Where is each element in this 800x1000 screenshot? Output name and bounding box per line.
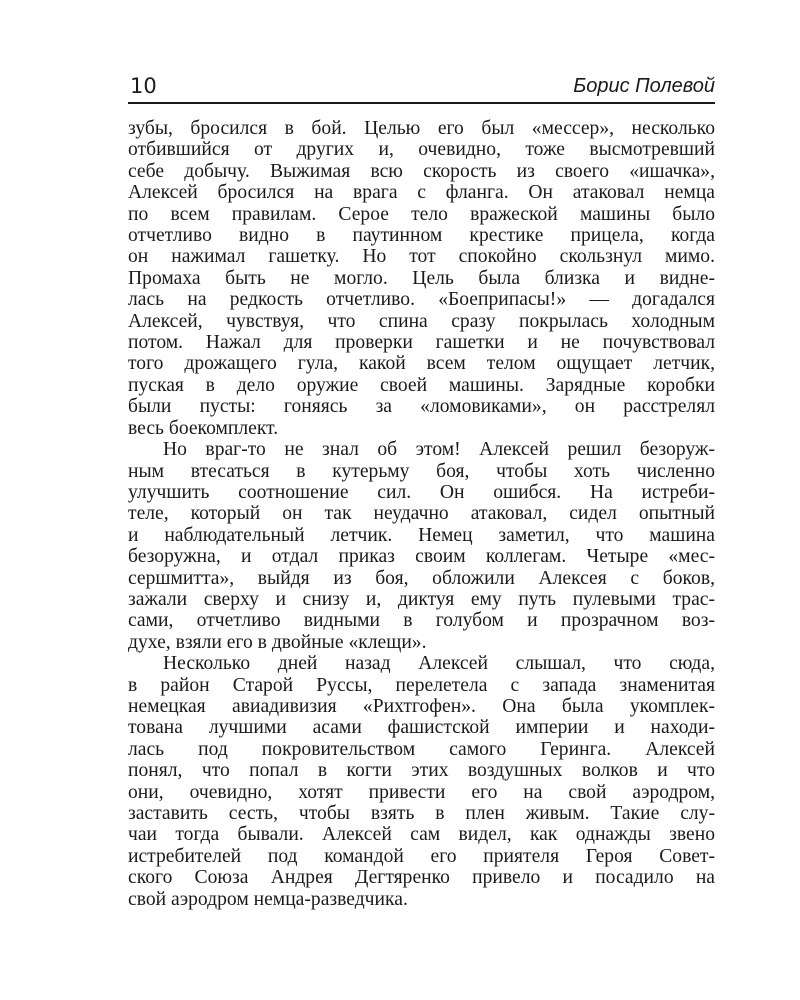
text-line: ным втесаться в кутерьму боя, чтобы хоть численно bbox=[128, 460, 715, 482]
text-line: теле, который он так неудачно атаковал, сидел опытный bbox=[128, 503, 715, 525]
text-line: Промаха быть не могло. Цель была близка и видне- bbox=[128, 267, 715, 289]
text-line: в район Старой Руссы, перелетела с запада знаменитая bbox=[128, 674, 715, 696]
text-line: себе добычу. Выжимая всю скорость из своего «ишачка», bbox=[128, 160, 715, 182]
text-line: чаи тогда бывали. Алексей сам видел, как однажды звено bbox=[128, 824, 715, 846]
text-line: безоружна, и отдал приказ своим коллегам. Четыре «мес- bbox=[128, 546, 715, 568]
text-line: ского Союза Андрея Дегтяренко привело и посадило на bbox=[128, 867, 715, 889]
text-line: понял, что попал в когти этих воздушных волков и что bbox=[128, 760, 715, 782]
paragraph bbox=[128, 653, 715, 910]
text-line: лась под покровительством самого Геринга. Алексей bbox=[128, 738, 715, 760]
text-line: и наблюдательный летчик. Немец заметил, что машина bbox=[128, 524, 715, 546]
text-line: тована лучшими асами фашистской империи и находи- bbox=[128, 717, 715, 739]
text-line: по всем правилам. Серое тело вражеской машины было bbox=[128, 203, 715, 225]
text-line: заставить сесть, чтобы взять в плен живым. Такие слу- bbox=[128, 803, 715, 824]
text-line: немецкая авиадивизия «Рихтгофен». Она была укомплек- bbox=[128, 695, 715, 717]
text-line: улучшить соотношение сил. Он ошибся. На истреби- bbox=[128, 481, 715, 503]
text-line: пуская в дело оружие своей машины. Зарядные коробки bbox=[128, 374, 715, 396]
text-line: отбившийся от других и, очевидно, тоже высмотревший bbox=[128, 139, 715, 161]
text-line: он нажимал гашетку. Но тот спокойно скользнул мимо. bbox=[128, 246, 715, 268]
text-line: потом. Нажал для проверки гашетки и не почувствовал bbox=[128, 332, 715, 354]
body-text bbox=[128, 118, 715, 910]
text-line: Алексей бросился на врага с фланга. Он атаковал немца bbox=[128, 182, 715, 204]
text-line: весь боекомплект. bbox=[128, 417, 279, 439]
text-line: зажали сверху и снизу и, диктуя ему путь пулевыми трас- bbox=[128, 588, 715, 610]
text-line: свой аэродром немца-разведчика. bbox=[128, 888, 408, 910]
text-line: отчетливо видно в паутинном крестике прицела, когда bbox=[128, 225, 715, 247]
page-number: 10 bbox=[130, 74, 157, 98]
text-line: сами, отчетливо видными в голубом и прозрачном воз- bbox=[128, 610, 715, 632]
text-line: зубы, бросился в бой. Целью его был «мессер», несколько bbox=[128, 118, 715, 139]
paragraph bbox=[128, 439, 715, 653]
text-line: были пусты: гоняясь за «ломовиками», он расстрелял bbox=[128, 396, 715, 418]
page-header bbox=[128, 72, 715, 104]
text-line: они, очевидно, хотят привести его на свой аэродром, bbox=[128, 781, 715, 803]
paragraph bbox=[128, 118, 715, 439]
text-line: Несколько дней назад Алексей слышал, что сюда, bbox=[163, 653, 715, 675]
text-line: истребителей под командой его приятеля Героя Совет- bbox=[128, 845, 715, 867]
text-line: того дрожащего гула, какой всем телом ощущает летчик, bbox=[128, 353, 715, 375]
text-line: Но враг-то не знал об этом! Алексей решил безоруж- bbox=[163, 439, 715, 461]
text-line: лась на редкость отчетливо. «Боеприпасы!» — догадался bbox=[128, 289, 715, 311]
text-line: духе, взяли его в двойные «клещи». bbox=[128, 631, 427, 653]
text-line: Алексей, чувствуя, что спина сразу покрылась холодным bbox=[128, 310, 715, 332]
running-title: Борис Полевой bbox=[573, 75, 715, 97]
text-line: сершмитта», выйдя из боя, обложили Алексея с боков, bbox=[128, 567, 715, 589]
